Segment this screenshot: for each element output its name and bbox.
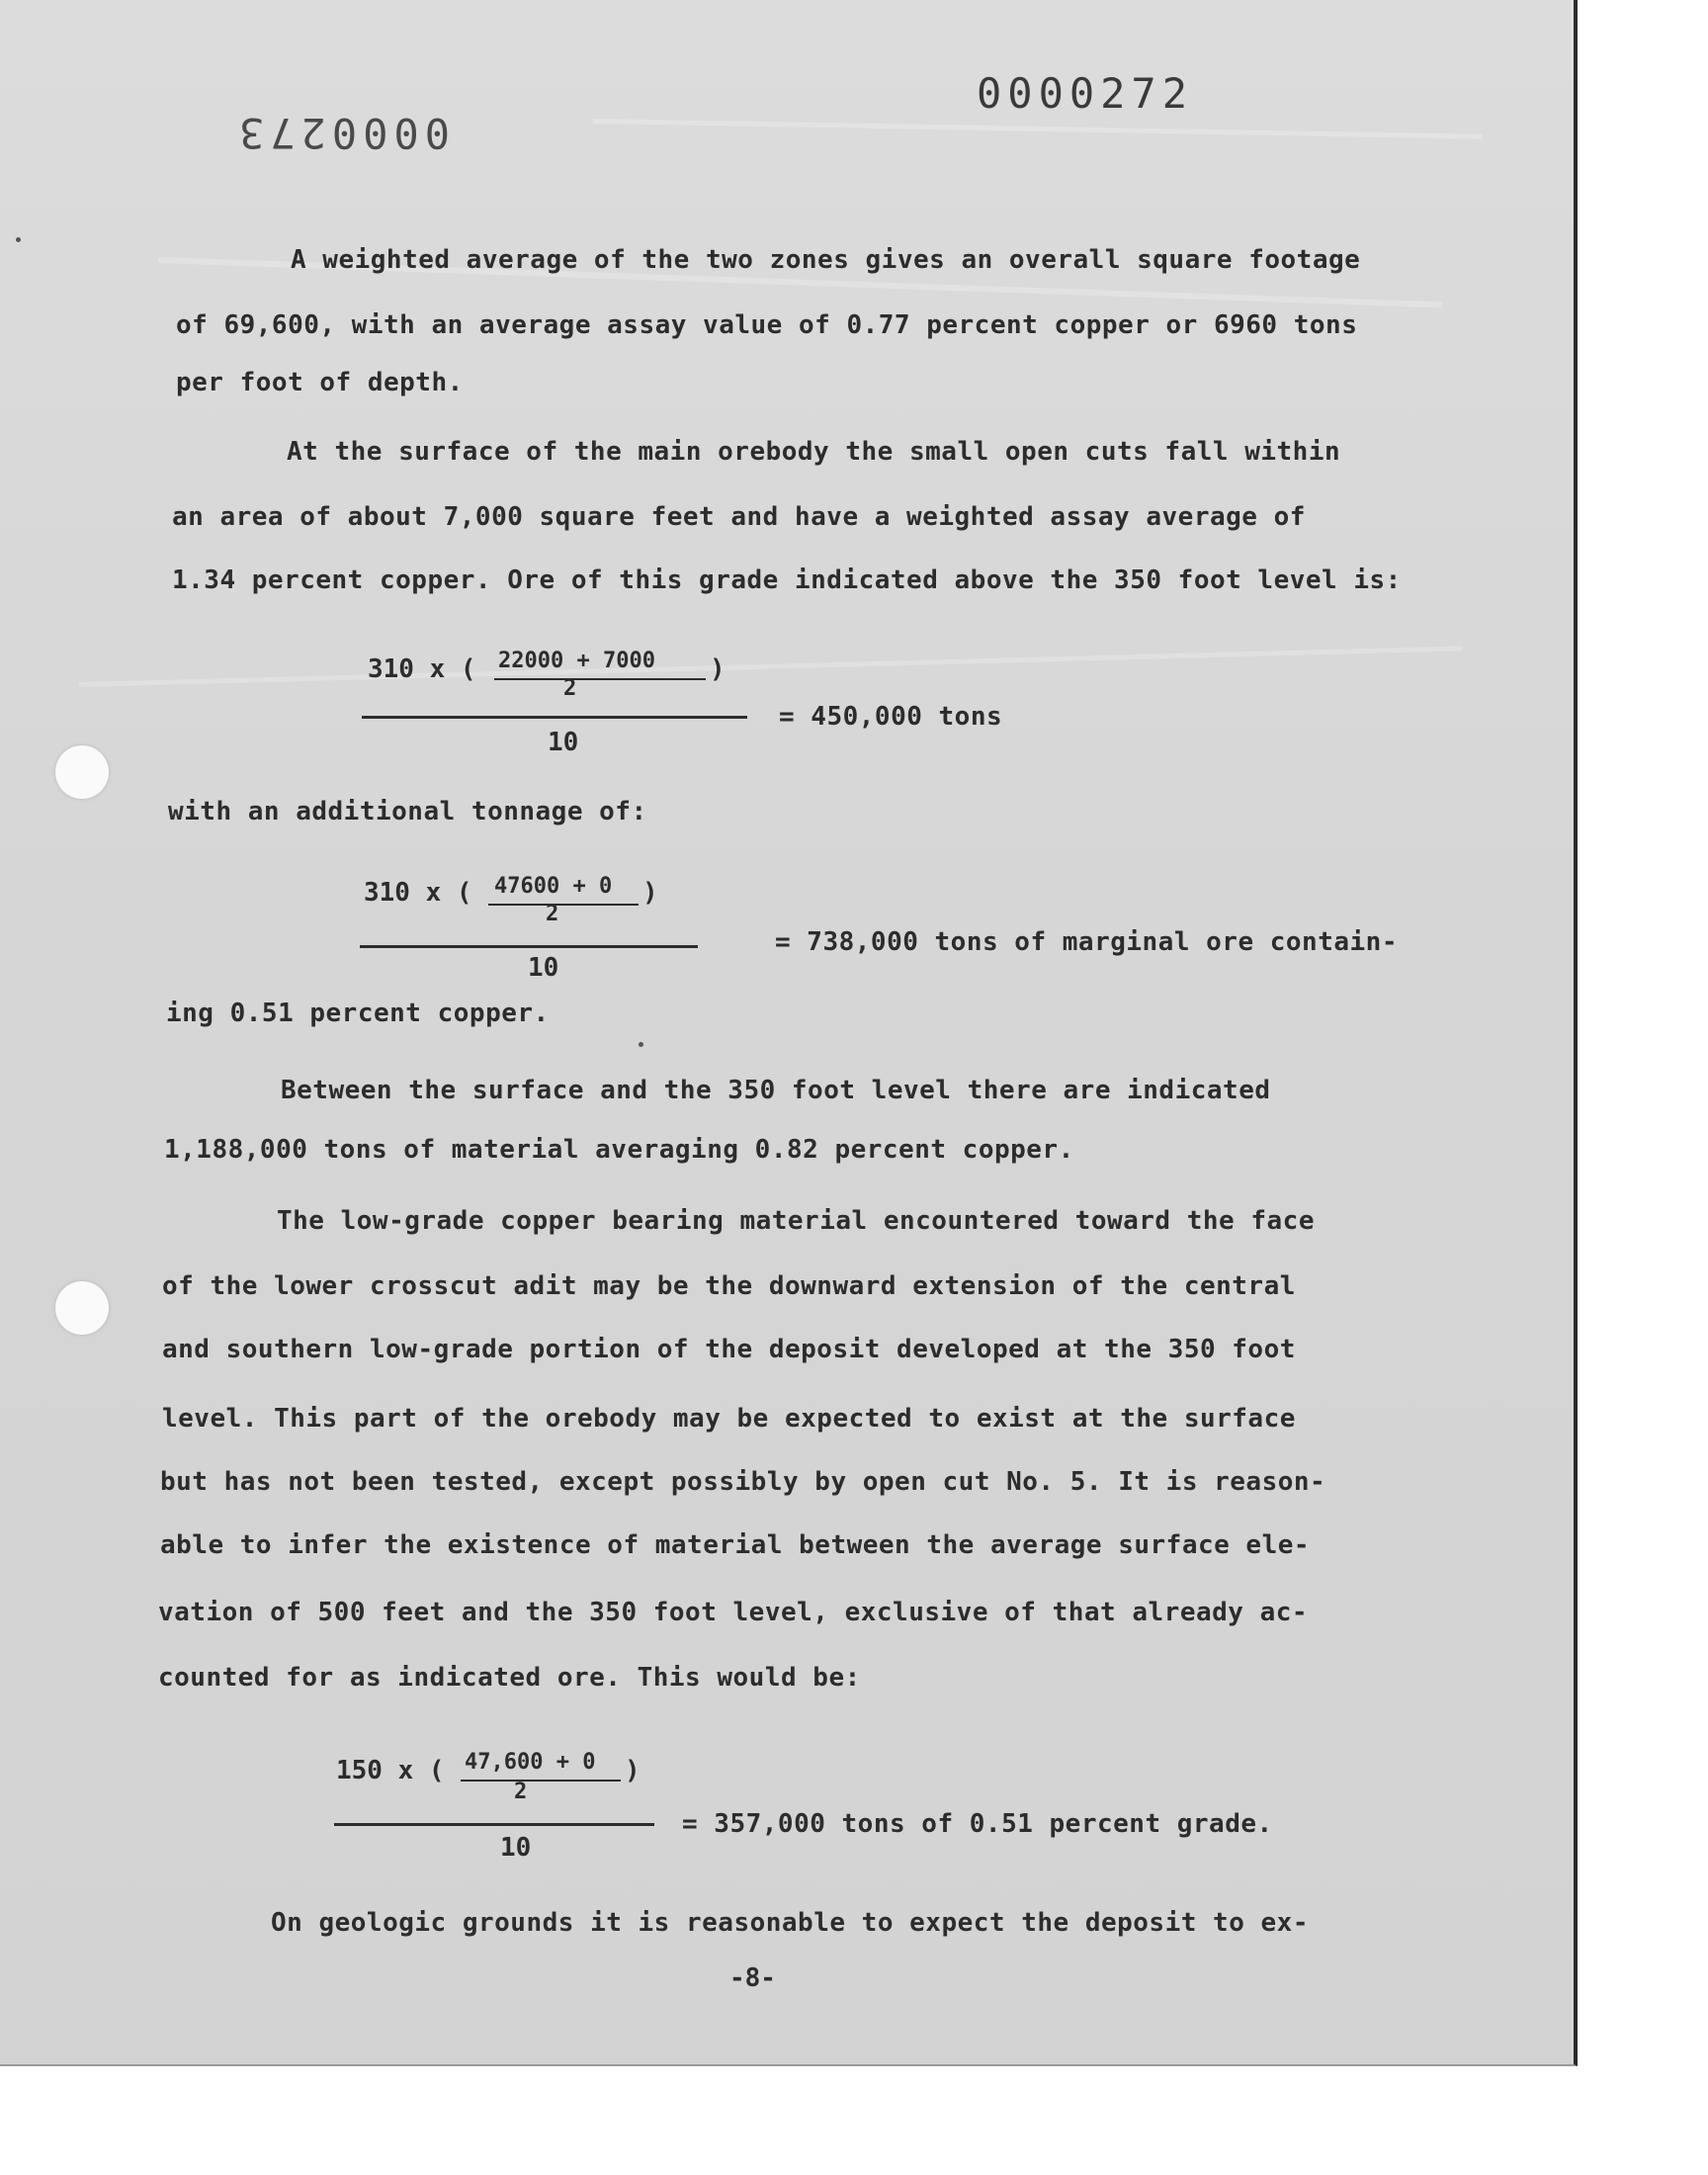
equation-inner-numerator: 47,600 + 0 [465,1750,596,1775]
document-number-stamp-inverted: 0000273 [233,109,451,157]
body-text-line: but has not been tested, except possibly by open cut No. 5. It is reason- [160,1467,1326,1497]
body-text-line: counted for as indicated ore. This would be: [158,1663,861,1693]
punch-hole [55,1281,109,1335]
equation-inner-fraction-bar [488,904,639,906]
body-text-line: of 69,600, with an average assay value of 0.77 percent copper or 6960 tons [176,310,1358,340]
page-number: -8- [729,1963,776,1993]
body-text-line: able to infer the existence of material between the average surface ele- [160,1530,1311,1560]
body-text-line: and southern low-grade portion of the deposit developed at the 350 foot [162,1335,1296,1364]
body-text-line: of the lower crosscut adit may be the downward extension of the central [162,1271,1296,1301]
body-text-line: per foot of depth. [176,368,464,397]
equation-denominator: 10 [548,728,579,757]
equation-multiplier: 310 x ( [368,654,476,684]
paper-crease [79,646,1463,687]
equation-inner-denominator: 2 [514,1780,528,1804]
body-text-line: The low-grade copper bearing material encountered toward the face [277,1206,1315,1236]
equation-inner-fraction-bar [461,1780,621,1782]
equation-multiplier: 310 x ( [364,878,472,908]
equation-paren-close: ) [642,878,658,908]
body-text-line: with an additional tonnage of: [168,797,647,826]
body-text-line: an area of about 7,000 square feet and have a weighted assay average of [172,502,1306,532]
body-text-line: On geologic grounds it is reasonable to expect the deposit to ex- [271,1908,1309,1938]
equation-result: = 738,000 tons of marginal ore contain- [775,927,1398,957]
equation-fraction-bar [334,1823,654,1826]
equation-denominator: 10 [528,953,559,983]
ink-speck [639,1042,643,1047]
body-text-line: At the surface of the main orebody the small open cuts fall within [287,437,1341,467]
equation-paren-close: ) [625,1756,640,1785]
body-text-line: 1,188,000 tons of material averaging 0.82 percent copper. [164,1135,1074,1165]
body-text-line: vation of 500 feet and the 350 foot level, exclusive of that already ac- [158,1598,1309,1627]
body-text-line: level. This part of the orebody may be expected to exist at the surface [162,1404,1296,1434]
equation-multiplier: 150 x ( [336,1756,445,1785]
paper-crease [593,119,1483,139]
punch-hole [55,745,109,799]
equation-inner-fraction-bar [494,678,706,680]
equation-inner-numerator: 22000 + 7000 [498,649,655,673]
body-text-line: Between the surface and the 350 foot level there are indicated [281,1076,1271,1105]
equation-inner-denominator: 2 [546,902,559,926]
equation-result: = 450,000 tons [779,702,1003,732]
equation-fraction-bar [360,945,698,948]
document-number-stamp: 0000272 [977,69,1194,118]
equation-result: = 357,000 tons of 0.51 percent grade. [682,1809,1273,1839]
equation-fraction-bar [362,716,747,719]
body-text-line: A weighted average of the two zones gives an overall square footage [291,245,1361,275]
equation-inner-denominator: 2 [563,676,577,701]
body-text-line: ing 0.51 percent copper. [166,999,550,1028]
ink-speck [16,237,21,242]
equation-paren-close: ) [710,654,726,684]
equation-inner-numerator: 47600 + 0 [494,874,613,899]
body-text-line: 1.34 percent copper. Ore of this grade indicated above the 350 foot level is: [172,566,1402,595]
equation-denominator: 10 [500,1833,532,1863]
